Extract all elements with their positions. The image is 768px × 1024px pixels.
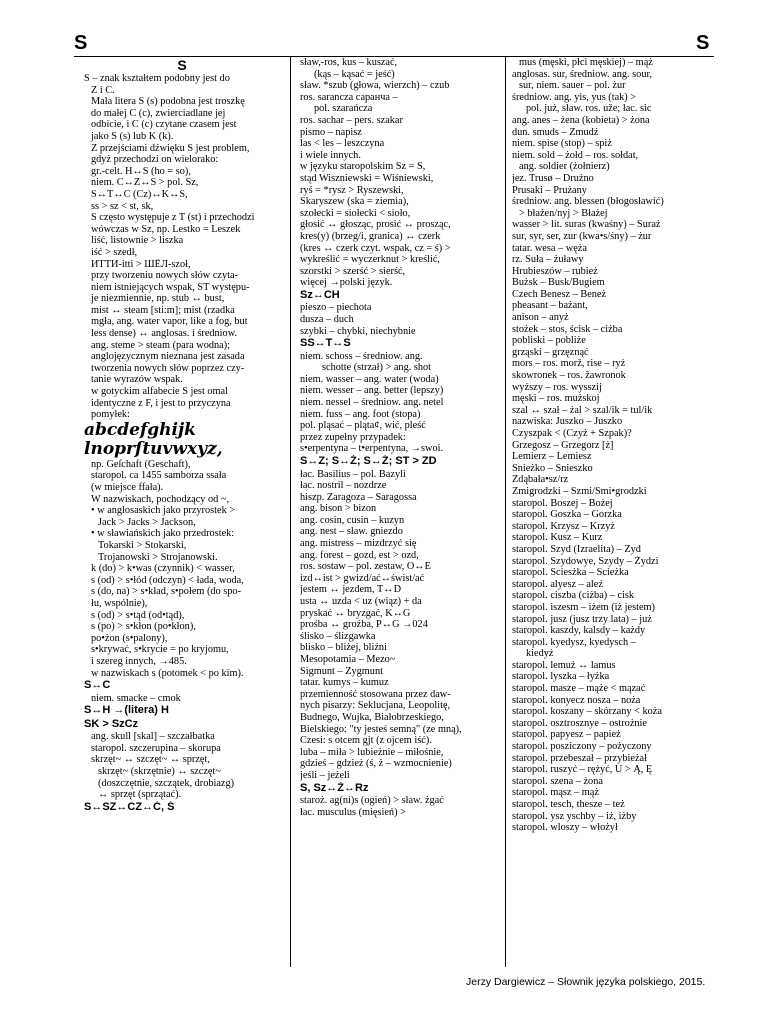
entry-line: staropol. wloszy – włożył	[512, 822, 618, 834]
entry-line: szorstki > szerść > sierść,	[300, 265, 406, 277]
section-heading: S↔C	[84, 679, 111, 692]
entry-line: staropol. Szydowye, Szydy – Żydzi	[512, 555, 659, 567]
entry-line: staropol. Krzysz – Krzyż	[512, 520, 615, 532]
entry-line: liść, listownie > liszka	[91, 235, 184, 247]
entry-line: (kąs – kąsać = jeść)	[314, 68, 395, 80]
entry-line: anglosas. sur, średniow. ang. sour,	[512, 68, 653, 80]
entry-line: staropol. Szyd (Izraelita) – Zyd	[512, 543, 641, 555]
entry-line: Czyszpak < (Czyż + Szpak)?	[512, 428, 632, 439]
entry-line: niem. nessel – średniow. ang. netel	[300, 397, 444, 409]
entry-line: Grzegosz – Grzegorz [ż]	[512, 439, 614, 451]
entry-line: przy tworzeniu nowych słów czyta-	[91, 270, 238, 282]
entry-line: staropol. kyedysz, kyedysch –	[512, 636, 636, 648]
entry-line: łac. musculus (mięsień) >	[300, 806, 406, 818]
entry-line: Zdąbała•sz/rz	[512, 474, 569, 486]
section-heading: S↔SZ↔CZ↔Ć, Ś	[84, 800, 175, 813]
entry-line: niem. wesser – ang. better (lepszy)	[300, 385, 444, 397]
entry-line: s (od) > s•tąd (od•tąd),	[91, 609, 185, 621]
entry-line: staropol. masze – mąże < mązać	[512, 683, 646, 695]
entry-line: s•krywać, s•krycie = po kryjomu,	[91, 644, 229, 656]
entry-line: ↔ sprzęt (sprzątać).	[98, 789, 182, 801]
entry-line: niem. C↔Z↔S > pol. Sz,	[91, 177, 199, 189]
entry-line: staropol. tesch, thesze – też	[512, 799, 625, 810]
entry-line: kres(y) (brzeg/i, granica) ↔ czerk	[300, 230, 441, 242]
entry-line: s (po) > s•kłon (po•kłon),	[91, 621, 196, 633]
entry-line: less dense) ↔ anglosas. i średniow.	[91, 328, 238, 340]
entry-line: nych pisarzy: Seklucjana, Leopolitę,	[300, 700, 451, 712]
entry-line: (w miejsce ffała).	[91, 482, 164, 493]
entry-line: staropol. Goszka – Gorzka	[512, 509, 622, 521]
entry-line: (doszczętnie, szczątek, drobiazg)	[98, 777, 235, 789]
entry-line: Bużsk – Busk/Bugiem	[512, 277, 605, 289]
dictionary-column-2	[300, 57, 498, 969]
entry-line: identyczne z F, i jest to przyczyna	[91, 397, 231, 409]
dictionary-column-1	[84, 57, 280, 969]
entry-line: niem. schoss – średniow. ang.	[300, 350, 423, 362]
entry-line: staropol. szczerupina – skorupa	[91, 742, 221, 754]
entry-line: mors – ros. morž, rise – ryż	[512, 358, 626, 370]
entry-line: pheasant – bażant,	[512, 300, 588, 312]
entry-line: przez zupełny przypadek:	[300, 431, 406, 443]
entry-line: średniow. ang. blessen (błogosławić)	[512, 196, 664, 208]
entry-line: tatar. wesa – węża	[512, 242, 587, 254]
column-divider-1	[290, 57, 291, 967]
entry-line: jestem ↔ jezdem, T↔D	[300, 584, 402, 596]
entry-line: pieszo – piechota	[300, 302, 372, 314]
entry-line: przemienność stosowana przez daw-	[300, 688, 451, 700]
entry-line: mgła, ang. water vapor, like a fog, but	[91, 316, 248, 328]
entry-line: ang. steme > steam (para wodna);	[91, 339, 231, 351]
entry-line: niem. wasser – ang. water (woda)	[300, 373, 439, 385]
entry-line: staropol. alyesz – aleź	[512, 578, 603, 590]
entry-line: staropol. Boszej – Bożej	[512, 497, 613, 509]
entry-line: s•erpentyna – t•erpentyna, →swoi.	[300, 443, 444, 455]
entry-line: staropol. posziczony – pożyczony	[512, 741, 652, 753]
section-heading: Sz↔CH	[300, 288, 340, 301]
entry-line: szal ↔ szał – żal > szal/ik = tul/ik	[512, 404, 653, 416]
entry-line: pol. szarańcza	[314, 103, 373, 115]
entry-line: skrzęt~ (skrzętnie) ↔ szczęt~	[98, 765, 221, 777]
entry-line: iść > szedł,	[91, 246, 138, 258]
entry-line: Bielskiego: "ty jesteś semną" (ze mną),	[300, 723, 462, 735]
entry-line: łac. nostril – nozdrze	[300, 480, 387, 492]
entry-line: męski – ros. mużskoj	[512, 393, 600, 405]
entry-line: średniow. ang. yis, yus (tak) >	[512, 91, 637, 103]
entry-line: schotte (strzał) > ang. shot	[322, 362, 432, 374]
page-footer-citation: Jerzy Dargiewicz – Słownik języka polskiego, 2015.	[466, 976, 706, 988]
entry-line: ryś = *rysz > Ryszewski,	[300, 184, 404, 196]
entry-line: ang. skull [skal] – szczałbatka	[91, 731, 215, 743]
entry-line: • w anglosaskich jako przyrostek >	[91, 505, 236, 517]
entry-line: sur, syr, ser, zur (kwa•s/śny) – żur	[512, 230, 652, 242]
entry-line: niem. sold – żołd – ros. sołdat,	[512, 149, 639, 161]
entry-line: hiszp. Zaragoza – Saragossa	[300, 491, 417, 503]
section-heading: SS↔T↔S	[300, 337, 351, 350]
entry-line: Trojanowski > Strojanowski.	[98, 551, 218, 563]
entry-line: staropol. papyesz – papież	[512, 729, 621, 741]
entry-line: mist ↔ steam [sti:m]; mist (rzadka	[91, 304, 235, 316]
entry-line: niem. fuss – ang. foot (stopa)	[300, 408, 421, 420]
section-heading: S↔H →(litera) H	[84, 704, 169, 717]
entry-line: je niezmiennie, np. stub ↔ bust,	[91, 293, 225, 305]
entry-line: Mała litera S (s) podobna jest troszkę	[91, 96, 245, 108]
entry-line: szybki – chybki, niechybnie	[300, 325, 416, 337]
entry-line: dusza – duch	[300, 313, 354, 325]
entry-line: las < les – leszczyna	[300, 138, 385, 150]
entry-line: • w sławiańskich jako przedrostek:	[91, 528, 235, 540]
entry-line: ślisko – ślizgawka	[300, 630, 376, 642]
entry-line: Sigmunt – Zygmunt	[300, 665, 383, 677]
letter-heading: S	[177, 57, 187, 73]
entry-line: staropol. kaszdy, kalsdy – każdy	[512, 625, 646, 637]
entry-line: wasser > lit. suras (kwaśny) – Suraż	[512, 219, 661, 231]
entry-line: Tokarski > Stokarski,	[98, 539, 187, 551]
entry-line: staropol. Sciesżka – Ścieżka	[512, 567, 629, 579]
entry-line: staropol. osztrosznye – ostrożnie	[512, 717, 647, 729]
entry-line: anglojęzycznym nieznana jest zasada	[91, 351, 245, 363]
entry-line: S często występuje z T (st) i przechodzi	[91, 212, 255, 224]
entry-line: staropol. jusz (jusz trzy lata) – już	[512, 613, 652, 625]
entry-line: Mesopotamia – Mezo~	[300, 654, 396, 665]
entry-line: S↔T↔C (Cz)↔K↔S,	[91, 188, 188, 200]
entry-line: niem. smacke – cmok	[91, 692, 181, 704]
entry-line: Prusaki – Prużany	[512, 184, 587, 196]
entry-line: więcej →polski język.	[300, 277, 393, 289]
entry-line: gdzieś – gdzież (ś, ż – wzmocnienie)	[300, 758, 452, 770]
entry-line: do małej C (c), zwierciadlane jej	[91, 107, 226, 119]
entry-line: jako S (s) lub K (k).	[91, 130, 174, 142]
entry-line: sław. *szub (głowa, wierzch) – czub	[300, 80, 450, 92]
entry-line: pol. już, sław. ros. uže; łac. sic	[526, 103, 652, 115]
entry-line: skrzęt~ ↔ szczęt~ ↔ sprzęt,	[91, 754, 210, 766]
dictionary-column-3	[512, 57, 716, 969]
entry-line: Budnego, Wujka, Białobrzeskiego,	[300, 711, 444, 723]
entry-line: usta ↔ uzda < uz (wiąz) + da	[300, 596, 422, 608]
entry-line: blisko – bliżej, bliźni	[300, 642, 387, 654]
entry-line: np. Geſchaft (Geschaft),	[91, 458, 191, 470]
page-header-letter-right: S	[696, 32, 710, 54]
entry-line: staropol. przebeszał – przybieżał	[512, 752, 647, 764]
entry-line: k (do) > k•was (czynnik) < wasser,	[91, 563, 235, 575]
section-heading: SK > SzCz	[84, 717, 139, 730]
entry-line: ang. nest – sław. gniezdo	[300, 526, 403, 538]
entry-line: ros. sarancza саранча –	[300, 91, 398, 103]
entry-line: Skaryszew (ska = ziemia),	[300, 196, 409, 208]
entry-line: wyższy – ros. wysszij	[512, 381, 602, 393]
entry-line: stożek – stos, ścisk – ciżba	[512, 323, 623, 335]
entry-line: ros. sachar – pers. szakar	[300, 114, 403, 126]
entry-line: Czech Benesz – Beneż	[512, 288, 607, 300]
section-heading: S, Sz↔Ż↔Rz	[300, 781, 369, 794]
entry-line: tatar. kumys – kumuz	[300, 677, 389, 689]
entry-line: niem istniejących wspak, ST występu-	[91, 281, 250, 293]
entry-line: niem. spise (stop) – spiż	[512, 138, 612, 150]
entry-line: sław,-ros, kus – kuszać,	[300, 57, 398, 68]
entry-line: ang. anes – żena (kobieta) > żona	[512, 114, 650, 126]
entry-line: rz. Suła – żuławy	[512, 254, 584, 266]
entry-line: Zmigrodzki – Szmi/Śmi•grodzki	[512, 485, 647, 497]
entry-line: staropol. szena – żona	[512, 775, 603, 787]
entry-line: skowronek – ros. žawronok	[512, 370, 626, 382]
entry-line: s (do, na) > s•kład, s•połem (do spo-	[91, 586, 242, 598]
entry-line: wówczas w Sz, np. Lestko = Leszek	[91, 223, 241, 235]
entry-line: i wiele innych.	[300, 149, 361, 161]
entry-line: Snieżko – Snieszko	[512, 462, 593, 474]
entry-line: Czesi: s otcem gjt (z ojcem iść).	[300, 735, 432, 747]
entry-line: luba – miła > lubieżnie – miłośnie,	[300, 746, 444, 758]
page-header-letter-left: S	[74, 32, 88, 54]
entry-line: staropol. lyszka – łyżka	[512, 671, 610, 683]
entry-line: po•żon (s•palony),	[91, 632, 168, 644]
entry-line: grząski – grzęznąć	[512, 346, 589, 358]
entry-line: tanie wyrazów wspak.	[91, 374, 183, 386]
entry-line: Z przejściami dźwięku S jest problem,	[91, 142, 250, 154]
entry-line: staropol. ca 1455 samborza ssała	[91, 470, 227, 482]
entry-line: nazwiska: Juszko – Juszko	[512, 416, 623, 428]
entry-line: staropol. ruszyć – rężyć, U > Ą, Ę	[512, 764, 653, 776]
entry-line: Jack > Jacks > Jackson,	[98, 516, 196, 528]
entry-line: stąd Wiszniewski = Wiśniewski,	[300, 172, 434, 184]
entry-line: w gotyckim alfabecie S jest omal	[91, 386, 228, 398]
entry-line: Hrubieszów – rubież	[512, 265, 598, 277]
entry-line: pismo – napisz	[300, 126, 362, 138]
entry-line: gr.-celt. H↔S (ho = so),	[91, 165, 191, 177]
entry-line: staropol. iszesm – iżem (iż jestem)	[512, 601, 655, 613]
entry-line: kiedyż	[526, 648, 554, 660]
entry-line: staropol. Kusz – Kurz	[512, 532, 603, 544]
entry-line: łu, wspólnie),	[91, 597, 148, 609]
entry-line: ss > sz < st, sk,	[91, 200, 154, 212]
entry-line: > błażen/nyj > Błażej	[519, 207, 608, 219]
entry-line: ang. soldier (żołnierz)	[519, 161, 610, 173]
entry-line: staropol. mąsz – mąż	[512, 787, 599, 799]
entry-line: staropol. konyecz nosza – noża	[512, 694, 641, 706]
entry-line: (kres ↔ czerk czyt. wspak, cz = ś) >	[300, 242, 451, 254]
gothic-alphabet-line: abcdefghijk	[84, 419, 196, 440]
entry-line: ang. bison > bizon	[300, 503, 377, 515]
entry-line: W nazwiskach, pochodzący od ~,	[91, 493, 230, 505]
entry-line: wykreślić = wyczerknut > kreślić,	[300, 254, 440, 266]
entry-line: szołecki = siołecki < sioło,	[300, 207, 411, 219]
column-divider-2	[505, 57, 506, 967]
entry-line: ros. sostaw – pol. zestaw, O↔E	[300, 561, 431, 573]
entry-line: jeśli – jeżeli	[300, 769, 350, 781]
entry-line: staropol. ciszba (ciżba) – cisk	[512, 590, 635, 602]
entry-line: Lemierz – Lemiesz	[512, 451, 592, 463]
entry-line: Z i C.	[91, 84, 115, 96]
entry-line: mus (męski, płci męskiej) – mąż	[519, 57, 653, 68]
entry-line: S – znak kształtem podobny jest do	[84, 73, 230, 84]
entry-line: pryskać ↔ bryzgać, K↔G	[300, 607, 411, 619]
entry-line: anison – anyż	[512, 312, 569, 324]
entry-line: staroż. ag(ni)s (ogień) > sław. żgać	[300, 795, 444, 807]
entry-line: ИТТИ-itti > ШЁЛ-szoł,	[91, 258, 191, 270]
entry-line: jez. Trusø – Drużno	[512, 172, 594, 184]
entry-line: pomyłek:	[91, 409, 130, 421]
entry-line: głosić ↔ głosząc, prosić ↔ prosząc,	[300, 219, 451, 231]
entry-line: pol. pląsać – pląta¢, wić, pleść	[300, 420, 426, 432]
entry-line: staropol. lemuż ↔ lamus	[512, 659, 616, 671]
entry-line: staropol. ysz yschby – iż, iżby	[512, 810, 637, 822]
entry-line: s (od) > s•łód (odczyn) < łada, woda,	[91, 574, 244, 586]
entry-line: w nazwiskach s (potomek < po kim).	[91, 667, 244, 679]
section-heading: S↔Z; S↔Ż; S↔Ź; ST > ZD	[300, 455, 437, 467]
entry-line: łac. Basilius – pol. Bazyli	[300, 468, 406, 480]
gothic-alphabet-line: lnoprſtuvwxyz,	[84, 438, 223, 459]
entry-line: staropol. koszany – skórzany < koża	[512, 706, 662, 718]
entry-line: tworzenia nowych słów poprzez czy-	[91, 362, 245, 374]
entry-line: ang. forest – gozd, est > ozd,	[300, 549, 419, 561]
entry-line: prośba ↔ groźba, P↔G →024	[300, 619, 428, 631]
entry-line: sur, niem. sauer – pol. żur	[519, 80, 626, 92]
entry-line: ang. mistress – mizdrzyć się	[300, 538, 417, 550]
entry-line: i szereg innych, →485.	[91, 655, 187, 667]
entry-line: dun. smuds – Zmudź	[512, 126, 599, 138]
entry-line: pobliski – pobliże	[512, 335, 586, 347]
entry-line: odbicie, i C (c) czytane czasem jest	[91, 119, 237, 131]
entry-line: w języku staropolskim Sz = Ś,	[300, 161, 426, 173]
entry-line: ang. cosin, cusin – kuzyn	[300, 514, 405, 526]
entry-line: izd↔ist > gwizd/ać↔świst/ać	[300, 572, 425, 584]
entry-line: gdyż przechodzi on wielorako:	[91, 154, 219, 166]
